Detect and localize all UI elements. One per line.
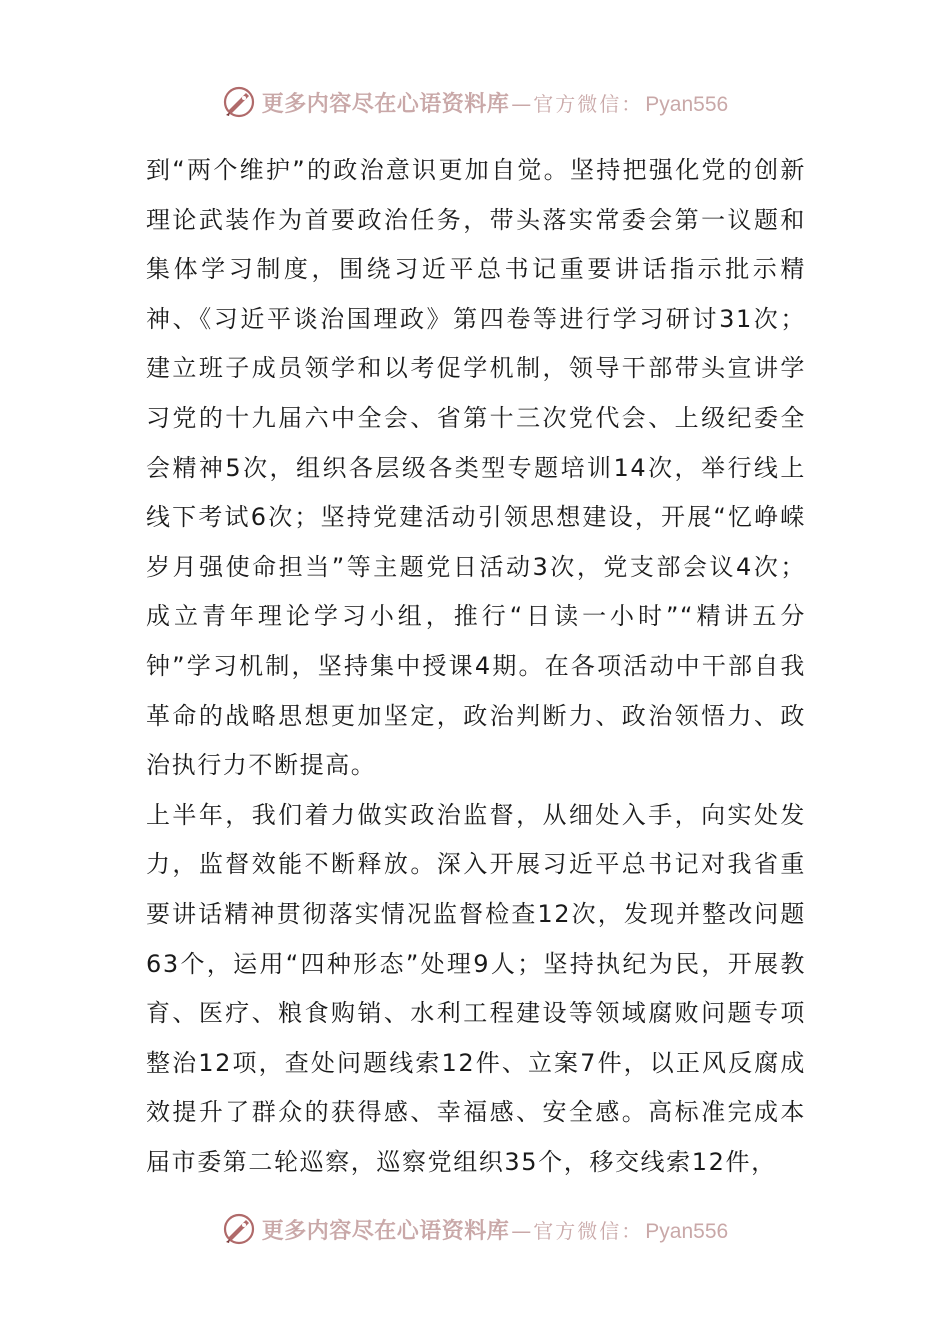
header-banner-text [262, 87, 728, 118]
footer-watermark-banner [0, 1209, 950, 1249]
pen-logo-icon [222, 1212, 256, 1246]
header-banner-colon: ： [621, 91, 642, 116]
document-body [146, 146, 806, 1187]
paragraph-1: 到“两个维护”的政治意识更加自觉。坚持把强化党的创新理论武装作为首要政治任务，带头落实常委会第一议题和集体学习制度，围绕习近平总书记重要讲话指示批示精神、《习近平谈治国理政》第四卷等进行学习研讨31次；建立班子成员领学和以考促学机制，领导干部带头宣讲学习党的十九届六中全会、省第十三次党代会、上级纪委全会精神5次，组织各层级各类型专题培训14次，举行线上线下考试6次；坚持党建活动引领思想建设，开展“忆峥嵘岁月强使命担当”等主题党日活动3次，党支部会议4次；成立青年理论学习小组，推行“日读一小时”“精讲五分钟”学习机制，坚持集中授课4期。在各项活动中干部自我革命的战略思想更加坚定，政治判断力、政治领悟力、政治执行力不断提高。 [146, 156, 806, 780]
header-watermark-banner [0, 82, 950, 122]
footer-banner-account: Pyan556 [645, 1219, 729, 1243]
header-banner-title: 更多内容尽在心语资料库 [261, 90, 510, 117]
footer-banner-colon: ： [621, 1218, 642, 1243]
header-banner-dash: — [511, 91, 532, 116]
footer-banner-official: 官方微信 [533, 1218, 622, 1243]
paragraph-2: 上半年，我们着力做实政治监督，从细处入手，向实处发力，监督效能不断释放。深入开展习近平总书记对我省重要讲话精神贯彻落实情况监督检查12次，发现并整改问题63个，运用“四种形态”处理9人；坚持执纪为民，开展教育、医疗、粮食购销、水利工程建设等领域腐败问题专项整治12项，查处问题线索12件、立案7件，以正风反腐成效提升了群众的获得感、幸福感、安全感。高标准完成本届市委第二轮巡察，巡察党组织35个，移交线索12件， [146, 800, 806, 1176]
footer-banner-dash: — [511, 1218, 532, 1243]
footer-banner-text [262, 1214, 728, 1245]
header-banner-official: 官方微信 [533, 91, 622, 116]
header-banner-account: Pyan556 [645, 92, 729, 116]
footer-banner-title: 更多内容尽在心语资料库 [261, 1217, 510, 1244]
pen-logo-icon [222, 85, 256, 119]
